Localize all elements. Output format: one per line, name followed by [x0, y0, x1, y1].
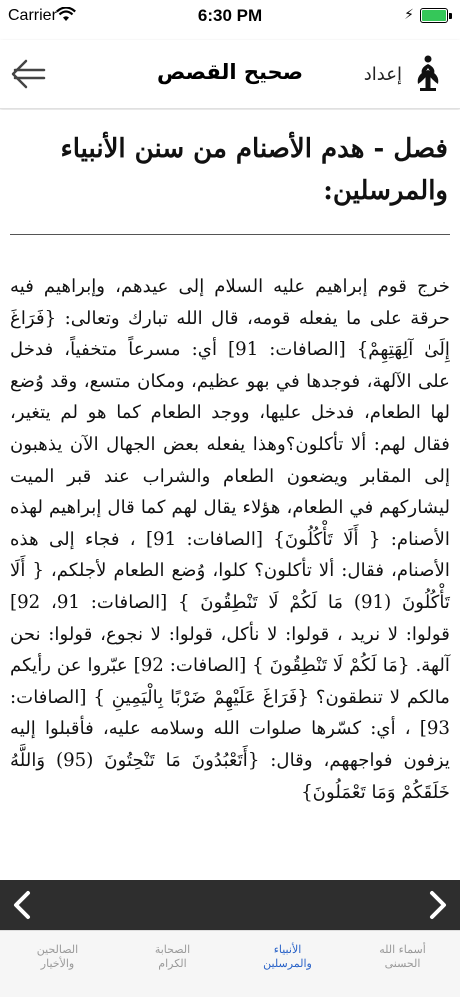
section-title: فصل - هدم الأصنام من سنن الأنبياء والمرسلين:	[60, 134, 448, 206]
tab-label-line2: والمرسلين	[263, 957, 312, 970]
battery-icon	[420, 8, 448, 23]
tab-label-line2: الحسنى	[384, 957, 421, 970]
title-divider	[10, 234, 450, 235]
tab-names-of-allah[interactable]	[345, 931, 460, 997]
charging-icon: ⚡	[404, 7, 414, 23]
tab-label-line2: الكرام	[158, 957, 187, 970]
article-body: خرج قوم إبراهيم عليه السلام إلى عيدهم، وإبراهيم فيه حرقة على ما يفعله قومه، قال الله تبارك وتعالى: {فَرَاغَ إِلَىٰ آلِهَتِهِمْ} [الصافات: 91] أي: مسرعاً متخفياً، فدخل على الآلهة، فوجدها في بهو عظيم، ومكان متسع، وقد وُضع لها الطعام، فدخل عليها، ووجد الطعام كما هو لم يتغير، فقال لهم: ألا تأكلون؟وهذا يفعله بعض الجهال الآن يذهبون إلى المقابر ويضعون الطعام والشراب عند قبر الميت ليشاركهم في الطعام، هؤلاء يقال لهم كما قال إبراهيم لهذه الأصنام: { أَلَا تَأْكُلُونَ} [الصافات: 91] ، فجاء إلى هذه الأصنام، فقال: ألا تأكلون؟ كلوا، وُضع الطعام لأجلكم، { أَلَا تَأْكُلُونَ (91) مَا لَكُمْ لَا تَنْطِقُونَ } [الصافات: 91، 92] قولوا: لا نريد ، قولوا: لا نأكل، قولوا: لا نجوع، قولوا: نحن آلهة. {مَا لَكُمْ لَا تَنْطِقُونَ } [الصافات: 92] عبّروا عن رأيكم مالكم لا تنطقون؟ {فَرَاغَ عَلَيْهِمْ ضَرْبًا بِالْيَمِينِ } [الصافات: 93] ، أي: كسّرها صلوات الله وسلامه عليه، فأقبلوا إليه يزفون فواجههم، وقال: {أَتَعْبُدُونَ مَا تَنْحِتُونَ (95) وَاللَّهُ خَلَقَكُمْ وَمَا تَعْمَلُونَ}	[10, 276, 450, 803]
tab-righteous[interactable]	[0, 931, 115, 997]
tab-prophets[interactable]	[230, 931, 345, 997]
tab-label-line1: الصحابة	[154, 943, 191, 956]
carrier-label: Carrier	[8, 7, 57, 24]
tab-label-line1: أسماء الله	[379, 943, 426, 956]
status-bar	[0, 0, 460, 40]
tab-label-line1: الصالحين	[36, 943, 79, 956]
chevron-left-icon[interactable]	[6, 888, 40, 922]
status-time: 6:30 PM	[197, 6, 263, 25]
page-title: صحيح القصص	[157, 60, 303, 84]
settings-label[interactable]: إعداد	[363, 64, 402, 85]
navigation-bar	[0, 40, 460, 109]
tab-label-line1: الأنبياء	[273, 943, 302, 956]
tab-label-line2: والأخيار	[40, 957, 75, 970]
article-content[interactable]	[0, 110, 460, 880]
chapter-navigation-bar	[0, 880, 460, 930]
chevron-right-icon[interactable]	[420, 888, 454, 922]
tab-bar	[0, 930, 460, 997]
tab-companions[interactable]	[115, 931, 230, 997]
ornament-icon[interactable]	[410, 54, 446, 94]
